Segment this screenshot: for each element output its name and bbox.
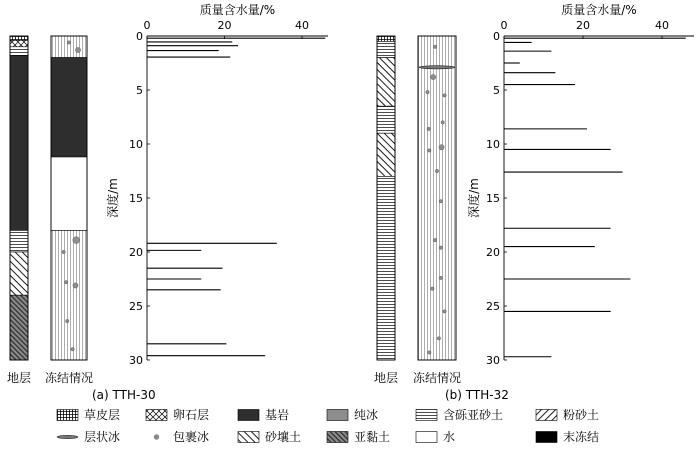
y-tick-label: 20 — [129, 246, 143, 259]
strata-layer-sandy_soil — [377, 133, 395, 176]
legend-label: 含砾亚砂土 — [443, 408, 504, 422]
strata-layer-bedrock — [10, 55, 28, 230]
ice-inclusion-dot — [433, 45, 436, 48]
ice-inclusion-dot — [439, 246, 442, 249]
legend — [57, 407, 599, 444]
x-tick-label: 20 — [576, 19, 590, 32]
legend-label: 水 — [443, 430, 456, 444]
y-tick-label: 5 — [493, 84, 500, 97]
legend-swatch — [154, 435, 159, 440]
legend-label: 基岩 — [265, 408, 290, 422]
strata-layer-gravelly_loam — [377, 176, 395, 360]
panel-b — [374, 2, 694, 402]
legend-label: 包裹冰 — [173, 430, 210, 444]
ice-inclusion-dot — [439, 276, 442, 279]
strata-layer-gravelly_loam — [10, 47, 28, 56]
y-tick-label: 15 — [129, 192, 143, 205]
ice-inclusion-dot — [73, 237, 80, 244]
ice-inclusion-dot — [435, 169, 438, 172]
freeze-layer-ice_inclusion — [51, 36, 87, 58]
ice-inclusion-dot — [441, 121, 444, 124]
legend-item-water — [416, 429, 455, 444]
x-axis-title: 质量含水量/% — [199, 3, 276, 17]
y-axis-title: 深度/m — [106, 178, 120, 218]
x-axis-title: 质量含水量/% — [561, 3, 637, 17]
x-tick-label: 40 — [295, 19, 309, 32]
legend-item-pure_ice — [327, 407, 378, 422]
y-tick-label: 0 — [136, 30, 143, 43]
y-axis-title: 深度/m — [467, 178, 481, 218]
ice-inclusion-dot — [62, 250, 65, 253]
legend-swatch — [416, 410, 437, 421]
legend-label: 草皮层 — [84, 408, 121, 422]
ice-inclusion-dot — [431, 74, 436, 79]
ice-inclusion-dot — [443, 94, 446, 97]
legend-item-bedrock — [238, 407, 289, 422]
ice-inclusion-dot — [66, 319, 69, 322]
freeze-layer-ice_inclusion — [51, 230, 87, 360]
y-tick-label: 25 — [129, 300, 143, 313]
strata-layer-gravelly_loam — [377, 41, 395, 57]
legend-swatch — [327, 432, 348, 443]
legend-label: 砂壤土 — [265, 430, 302, 444]
legend-item-unfrozen — [536, 429, 599, 444]
legend-item-gravelly_loam — [416, 407, 503, 422]
freeze-column-label: 冻结情况 — [44, 371, 94, 385]
ice-inclusion-dot — [437, 337, 440, 340]
legend-swatch — [57, 410, 78, 421]
x-tick-label: 0 — [500, 19, 508, 32]
y-tick-label: 0 — [493, 30, 500, 43]
y-tick-label: 15 — [486, 192, 500, 205]
x-tick-label: 40 — [655, 19, 669, 32]
legend-item-clay_loam — [327, 429, 390, 444]
legend-label: 末冻结 — [563, 430, 600, 444]
freeze-column-label: 冻结情况 — [412, 371, 462, 385]
legend-label: 卵石层 — [173, 408, 210, 422]
ice-inclusion-dot — [75, 47, 80, 52]
legend-item-layered_ice — [57, 429, 120, 444]
moisture-chart-a — [105, 2, 328, 367]
legend-swatch — [238, 432, 259, 443]
y-tick-label: 10 — [486, 138, 500, 151]
ice-inclusion-dot — [428, 149, 431, 152]
freeze-layer-water — [51, 157, 87, 230]
y-tick-label: 30 — [129, 354, 143, 367]
strata-column-label: 地层 — [6, 371, 32, 385]
ice-inclusion-dot — [428, 351, 431, 354]
y-tick-label: 25 — [486, 300, 500, 313]
strata-layer-gravelly_loam — [377, 106, 395, 133]
legend-swatch — [416, 432, 437, 443]
legend-swatch — [57, 435, 78, 438]
y-tick-label: 10 — [129, 138, 143, 151]
layered-ice-mark — [419, 66, 455, 69]
panel-caption: (b) TTH-32 — [445, 388, 509, 402]
legend-swatch — [146, 410, 167, 421]
moisture-chart-b — [466, 2, 694, 367]
ice-inclusion-dot — [433, 238, 436, 241]
x-tick-label: 20 — [217, 19, 232, 32]
ice-inclusion-dot — [439, 200, 442, 203]
legend-item-ice_inclusion — [146, 429, 209, 444]
panel-caption: (a) TTH-30 — [92, 388, 156, 402]
legend-item-gravel — [146, 408, 209, 422]
legend-label: 亚黏土 — [354, 430, 391, 444]
strata-layer-sandy_soil — [377, 58, 395, 107]
ice-inclusion-dot — [426, 90, 429, 93]
legend-item-turf — [57, 407, 120, 422]
ice-inclusion-dot — [67, 41, 70, 44]
panels-layer — [7, 2, 694, 402]
y-tick-label: 30 — [486, 354, 500, 367]
ice-inclusion-dot — [431, 287, 434, 290]
strata-layer-clay_loam — [10, 295, 28, 360]
ice-inclusion-dot — [443, 310, 446, 313]
strata-layer-gravel — [10, 40, 28, 46]
strata-layer-gravelly_loam — [10, 230, 28, 252]
legend-swatch — [327, 410, 348, 421]
legend-label: 层状冰 — [84, 430, 121, 444]
strata-column-label: 地层 — [373, 371, 399, 385]
freeze-layer-ice_inclusion — [418, 36, 456, 360]
legend-item-silt — [536, 407, 599, 422]
legend-swatch — [238, 410, 259, 421]
legend-label: 纯冰 — [354, 408, 379, 422]
x-tick-label: 0 — [143, 19, 151, 32]
legend-swatch — [536, 432, 557, 443]
y-tick-label: 5 — [136, 84, 143, 97]
y-tick-label: 20 — [486, 246, 500, 259]
ice-inclusion-dot — [427, 127, 430, 130]
strata-layer-turf — [377, 36, 395, 41]
panel-a — [7, 2, 328, 402]
ice-inclusion-dot — [73, 283, 78, 288]
freeze-layer-bedrock — [51, 58, 87, 157]
ice-inclusion-dot — [64, 281, 67, 284]
legend-swatch — [536, 410, 557, 421]
ice-inclusion-dot — [71, 348, 74, 351]
legend-label: 粉砂土 — [563, 408, 600, 422]
strata-layer-sandy_soil — [10, 252, 28, 295]
ice-inclusion-dot — [439, 145, 444, 150]
legend-item-sandy_soil — [238, 429, 301, 444]
strata-layer-turf — [10, 36, 28, 40]
